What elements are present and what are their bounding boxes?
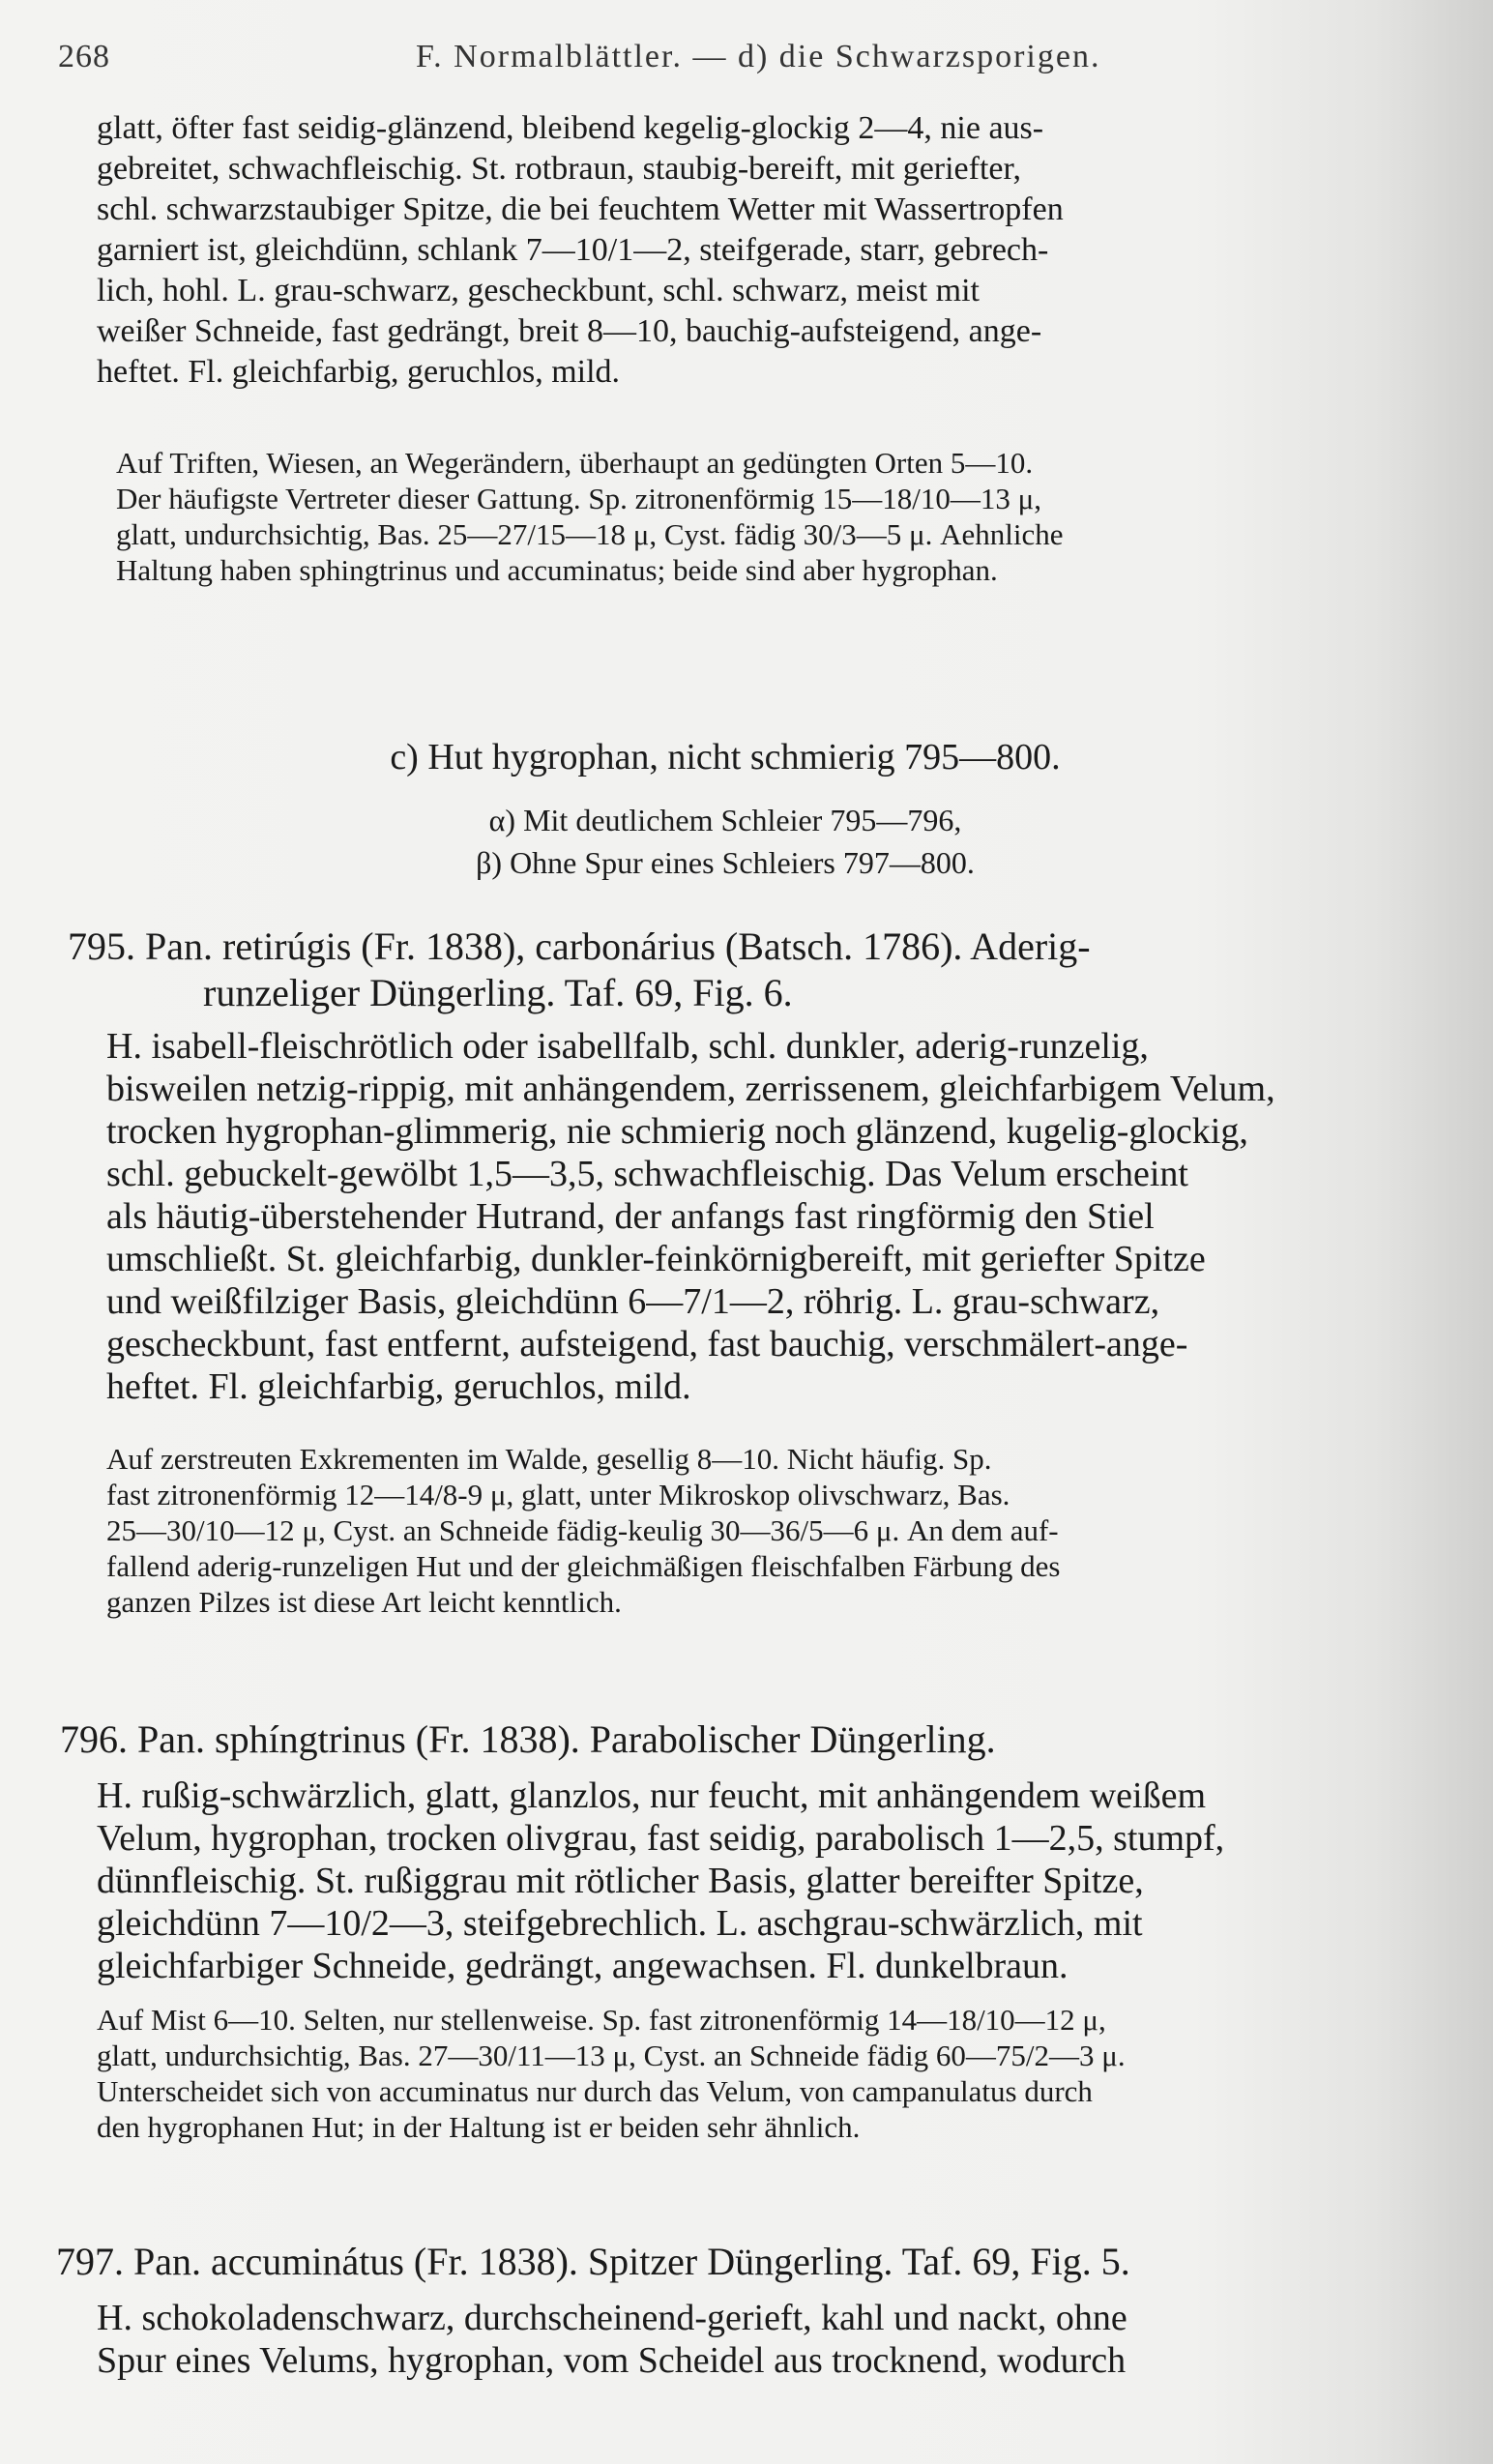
section-c (97, 733, 1354, 884)
note-line: Haltung haben sphingtrinus und accuminatus; beide sind aber hygrophan. (116, 553, 998, 587)
text-line: gleichfarbiger Schneide, gedrängt, angewachsen. Fl. dunkelbraun. (97, 1946, 1069, 1986)
text-line: H. schokoladenschwarz, durchscheinend-gerieft, kahl und nackt, ohne (97, 2298, 1127, 2338)
note-line: ganzen Pilzes ist diese Art leicht kenntlich. (106, 1585, 622, 1619)
text-line: als häutig-überstehender Hutrand, der anfangs fast ringförmig den Stiel (106, 1196, 1155, 1237)
entry-796 (60, 1716, 1443, 1763)
text-line: gescheckbunt, fast entfernt, aufsteigend, fast bauchig, verschmälert-ange- (106, 1324, 1188, 1364)
entry-797-body (97, 2297, 1450, 2382)
section-alpha: α) Mit deutlichem Schleier 795—796, (488, 803, 962, 837)
section-heading: c) Hut hygrophan, nicht schmierig 795—800. (390, 737, 1061, 777)
text-line: trocken hygrophan-glimmerig, nie schmierig noch glänzend, kugelig-glockig, (106, 1111, 1248, 1152)
note-line: fallend aderig-runzeligen Hut und der gleichmäßigen fleischfalben Färbung des (106, 1549, 1061, 1583)
entry-title: 795. Pan. retirúgis (Fr. 1838), carbonárius (Batsch. 1786). Aderig- (68, 924, 1091, 968)
text-line: und weißfilziger Basis, gleichdünn 6—7/1—2, röhrig. L. grau-schwarz, (106, 1281, 1160, 1322)
note-line: glatt, undurchsichtig, Bas. 25—27/15—18 μ, Cyst. fädig 30/3—5 μ. Aehnliche (116, 517, 1064, 551)
entry-795 (68, 924, 1450, 1016)
note-line: den hygrophanen Hut; in der Haltung ist er beiden sehr ähnlich. (97, 2110, 861, 2144)
text-line: glatt, öfter fast seidig-glänzend, bleibend kegelig-glockig 2—4, nie aus- (97, 110, 1044, 146)
text-line: H. isabell-fleischrötlich oder isabellfalb, schl. dunkler, aderig-runzelig, (106, 1026, 1149, 1067)
note-line: Auf zerstreuten Exkrementen im Walde, gesellig 8—10. Nicht häufig. Sp. (106, 1442, 992, 1476)
top-paragraph (97, 108, 1446, 393)
note-line: Auf Mist 6—10. Selten, nur stellenweise. Sp. fast zitronenförmig 14—18/10—12 μ, (97, 2003, 1106, 2037)
running-title: F. Normalblättler. — d) die Schwarzsporigen. (416, 39, 1101, 74)
text-line: H. rußig-schwärzlich, glatt, glanzlos, nur feucht, mit anhängendem weißem (97, 1775, 1207, 1816)
text-line: Spur eines Velums, hygrophan, vom Scheidel aus trocknend, wodurch (97, 2340, 1127, 2381)
top-notes (116, 445, 1465, 588)
text-line: Velum, hygrophan, trocken olivgrau, fast seidig, parabolisch 1—2,5, stumpf, (97, 1818, 1225, 1859)
text-line: weißer Schneide, fast gedrängt, breit 8—10, bauchig-aufsteigend, ange- (97, 313, 1042, 349)
entry-795-notes (106, 1441, 1450, 1620)
page-header (58, 39, 1435, 87)
text-line: schl. gebuckelt-gewölbt 1,5—3,5, schwachfleischig. Das Velum erscheint (106, 1154, 1188, 1194)
text-line: umschließt. St. gleichfarbig, dunkler-feinkörnigbereift, mit geriefter Spitze (106, 1239, 1206, 1279)
note-line: Auf Triften, Wiesen, an Wegerändern, überhaupt an gedüngten Orten 5—10. (116, 446, 1034, 480)
entry-title: 796. Pan. sphíngtrinus (Fr. 1838). Parabolischer Düngerling. (60, 1717, 996, 1761)
entry-796-body (97, 1775, 1450, 1987)
text-line: heftet. Fl. gleichfarbig, geruchlos, mild. (97, 354, 621, 390)
note-line: Der häufigste Vertreter dieser Gattung. Sp. zitronenförmig 15—18/10—13 μ, (116, 482, 1042, 515)
text-line: heftet. Fl. gleichfarbig, geruchlos, mild. (106, 1366, 691, 1407)
note-line: fast zitronenförmig 12—14/8-9 μ, glatt, unter Mikroskop olivschwarz, Bas. (106, 1478, 1010, 1511)
section-beta: β) Ohne Spur eines Schleiers 797—800. (476, 845, 975, 880)
text-line: gleichdünn 7—10/2—3, steifgebrechlich. L. aschgrau-schwärzlich, mit (97, 1903, 1143, 1944)
text-line: garniert ist, gleichdünn, schlank 7—10/1—2, steifgerade, starr, gebrech- (97, 232, 1049, 268)
text-line: schl. schwarzstaubiger Spitze, die bei feuchtem Wetter mit Wassertropfen (97, 191, 1064, 227)
text-line: gebreitet, schwachfleischig. St. rotbraun, staubig-bereift, mit geriefter, (97, 151, 1021, 187)
text-line: lich, hohl. L. grau-schwarz, gescheckbunt, schl. schwarz, meist mit (97, 273, 981, 308)
text-line: dünnfleischig. St. rußiggrau mit rötlicher Basis, glatter bereifter Spitze, (97, 1861, 1144, 1901)
page-number: 268 (58, 39, 110, 74)
entry-797 (56, 2239, 1449, 2285)
note-line: glatt, undurchsichtig, Bas. 27—30/11—13 μ, Cyst. an Schneide fädig 60—75/2—3 μ. (97, 2039, 1126, 2072)
note-line: Unterscheidet sich von accuminatus nur durch das Velum, von campanulatus durch (97, 2074, 1093, 2108)
entry-795-body (106, 1025, 1450, 1408)
entry-title-cont: runzeliger Düngerling. Taf. 69, Fig. 6. (203, 971, 793, 1014)
text-line: bisweilen netzig-rippig, mit anhängendem, zerrissenem, gleichfarbigem Velum, (106, 1069, 1275, 1109)
entry-796-notes (97, 2002, 1450, 2145)
note-line: 25—30/10—12 μ, Cyst. an Schneide fädig-keulig 30—36/5—6 μ. An dem auf- (106, 1513, 1059, 1547)
entry-title: 797. Pan. accuminátus (Fr. 1838). Spitzer Düngerling. Taf. 69, Fig. 5. (56, 2240, 1130, 2283)
